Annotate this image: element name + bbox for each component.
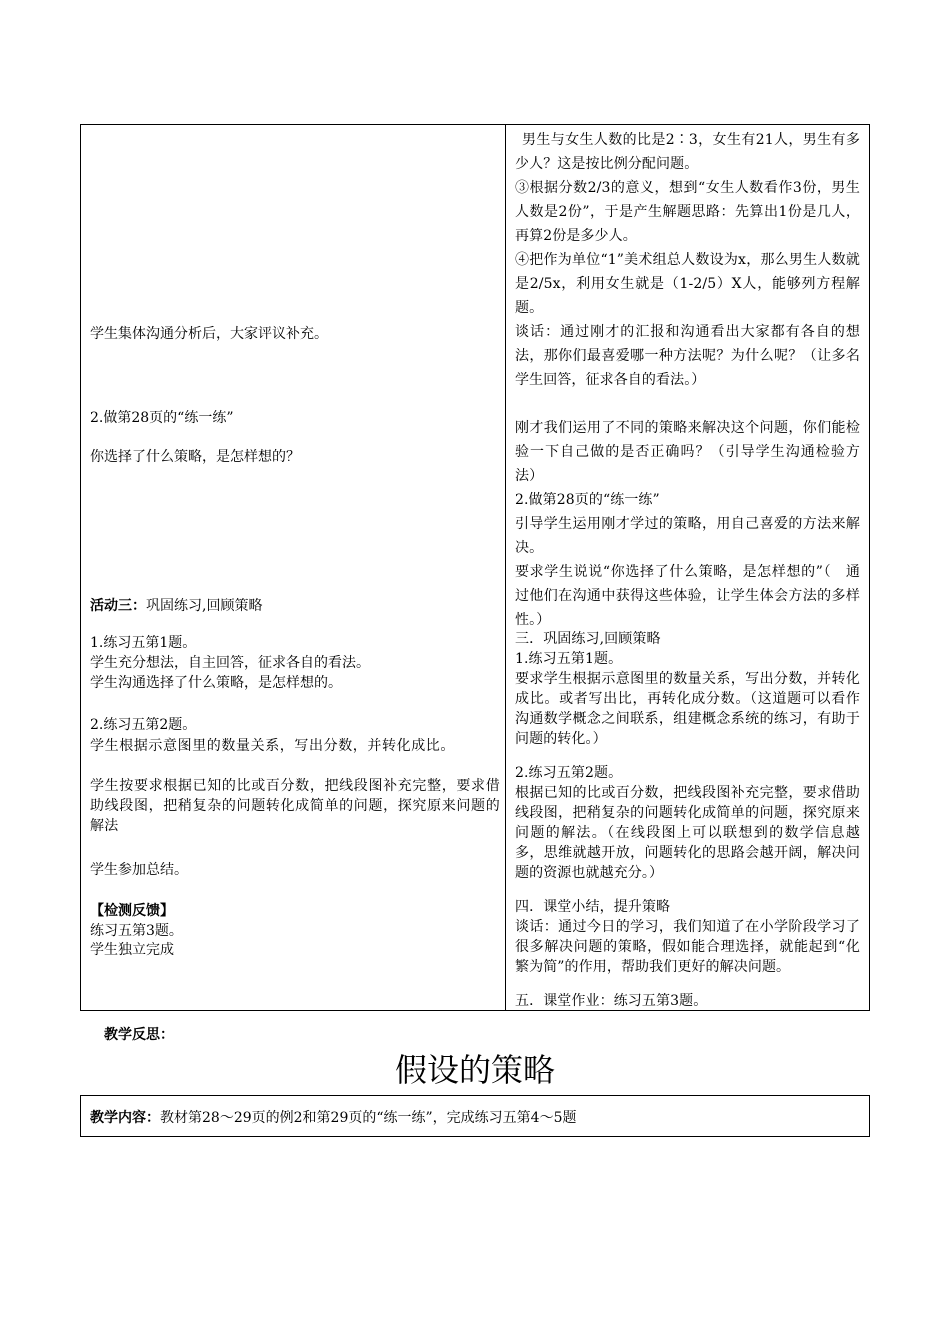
right-r5: 刚才我们运用了不同的策略来解决这个问题，你们能检验一下自己做的是否正确吗？（引导学生沟通检验方法） (515, 420, 860, 484)
right-r4: 谈话：通过刚才的汇报和沟通看出大家都有各自的想法，那你们最喜爱哪一种方法呢？为什么呢？（让多名学生回答，征求各自的看法。） (515, 324, 860, 388)
right-r3: ④把作为单位“1”美术组总人数设为x，那么男生人数就是2/5x，利用女生就是（1-2/5）X人，能够列方程解题。 (515, 252, 860, 316)
right-r10: 1.练习五第1题。 (515, 651, 623, 667)
right-r1: 男生与女生人数的比是2∶3，女生有21人，男生有多少人？这是按比例分配问题。 (515, 132, 860, 172)
right-r9: 三．巩固练习,回顾策略 (515, 631, 661, 647)
left-p3: 你选择了什么策略，是怎样想的？ (90, 449, 300, 465)
student-activity-column (81, 125, 505, 1010)
summary-text: 学生参加总结。 (90, 862, 188, 878)
teaching-content (90, 1107, 576, 1127)
activity3-title: 活动三： (90, 598, 146, 614)
activity3-rest: 巩固练习,回顾策略 (146, 598, 263, 614)
feedback-b: 学生独立完成 (90, 942, 174, 958)
right-r2: ③根据分数2/3的意义，想到“女生人数看作3份，男生人数是2份”，于是产生解题思路：先算出1份是几人，再算2份是多少人。 (515, 180, 860, 244)
reflection-label: 教学反思： (104, 1027, 174, 1043)
right-r6: 2.做第28页的“练一练” (515, 492, 660, 508)
activity3-heading (90, 597, 262, 615)
right-r8: 要求学生说说“你选择了什么策略，是怎样想的”（ 通过他们在沟通中获得这些体验，让学生体会方法的多样性。） (515, 564, 860, 628)
ex2-b: 学生按要求根据已知的比或百分数，把线段图补充完整，要求借助线段图，把稍复杂的问题转化成简单的问题，探究原来问题的解法 (90, 778, 500, 834)
ex2-a: 学生根据示意图里的数量关系，写出分数，并转化成比。 (90, 738, 455, 754)
right-r13: 根据已知的比或百分数，把线段图补充完整，要求借助线段图，把稍复杂的问题转化成简单的问题，探究原来问题的解法。（在线段图上可以联想到的数学信息越多，思维就越开放，问题转化的思路会越开阔，解决问题的资源也就越充分。） (515, 785, 860, 881)
left-p1: 学生集体沟通分析后，大家评议补充。 (90, 326, 328, 342)
content-label: 教学内容： (90, 1110, 160, 1126)
feedback-title: 【检测反馈】 (90, 903, 174, 919)
feedback-a: 练习五第3题。 (90, 923, 183, 939)
ex1-title: 1.练习五第1题。 (90, 635, 197, 651)
ex1-a: 学生充分想法，自主回答，征求各自的看法。 (90, 655, 370, 671)
right-r16: 五．课堂作业：练习五第3题。 (515, 993, 708, 1009)
ex1-b: 学生沟通选择了什么策略，是怎样想的。 (90, 675, 342, 691)
lesson-table (80, 124, 870, 1011)
right-r12: 2.练习五第2题。 (515, 765, 623, 781)
right-r15: 谈话：通过今日的学习，我们知道了在小学阶段学习了很多解决问题的策略，假如能合理选择，就能起到“化繁为简”的作用，帮助我们更好的解决问题。 (515, 919, 860, 975)
content-text: 教材第28～29页的例2和第29页的“练一练”，完成练习五第4～5题 (160, 1110, 577, 1126)
right-r11: 要求学生根据示意图里的数量关系，写出分数，并转化成比。或者写出比，再转化成分数。（这道题可以看作沟通数学概念之间联系，组建概念系统的练习，有助于问题的转化。） (515, 671, 860, 747)
ex2-title: 2.练习五第2题。 (90, 717, 197, 733)
left-p2: 2.做第28页的“练一练” (90, 410, 234, 426)
lesson-title: 假设的策略 (394, 1051, 555, 1089)
right-r7: 引导学生运用刚才学过的策略，用自己喜爱的方法来解决。 (515, 516, 860, 556)
teacher-guidance-column (506, 125, 871, 1010)
right-r14: 四．课堂小结，提升策略 (515, 899, 671, 915)
teaching-content-box (80, 1095, 870, 1137)
